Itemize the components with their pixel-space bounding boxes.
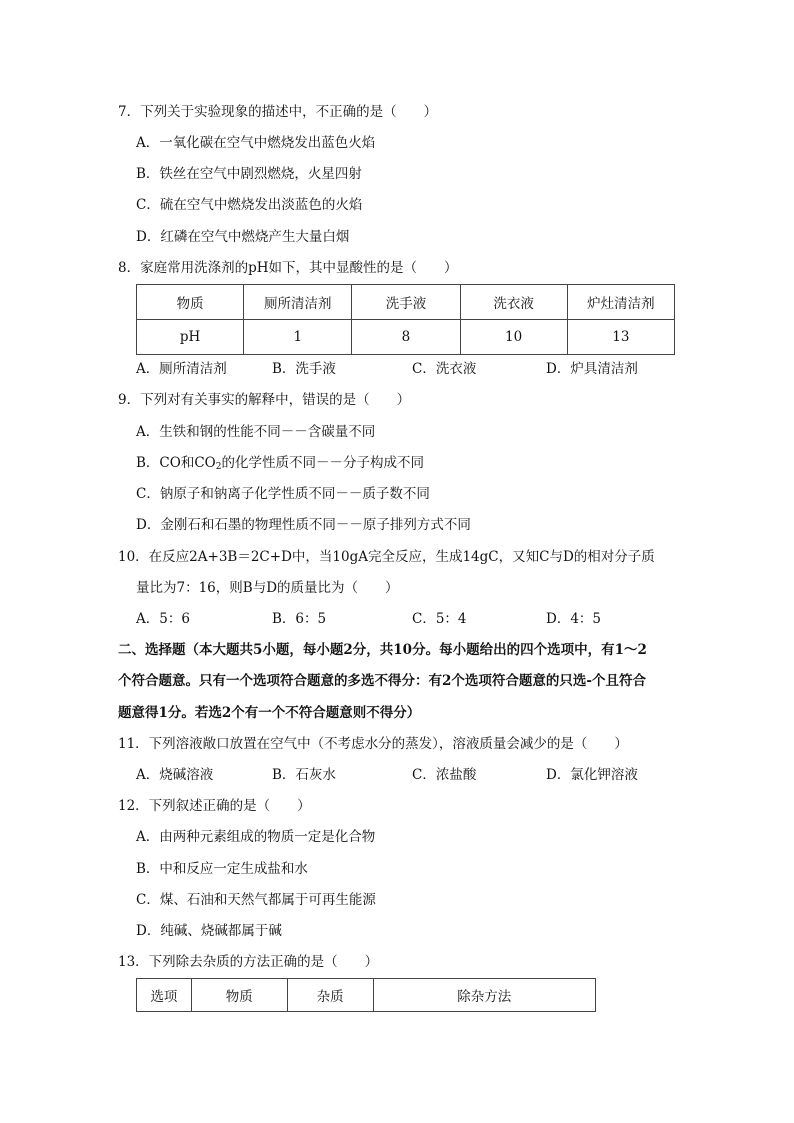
- q10-options: [136, 609, 696, 629]
- q7-option-d: D．红磷在空气中燃烧产生大量白烟: [136, 229, 350, 245]
- q11-option-c: C．浓盐酸: [412, 767, 477, 783]
- table-cell: 10: [460, 320, 567, 355]
- q7-option-a: A．一氧化碳在空气中燃烧发出蓝色火焰: [136, 135, 376, 151]
- q9-option-b-pre: B．CO和CO: [136, 455, 216, 471]
- q8-option-a: A．厕所清洁剂: [136, 361, 227, 377]
- q9-option-a: A．生铁和钢的性能不同－－含碳量不同: [136, 424, 376, 440]
- section2-heading-line3: 题意得1分。若选2个有一个不符合题意则不得分）: [118, 705, 421, 721]
- table-cell: 洗手液: [352, 285, 460, 320]
- q12-stem: 12．下列叙述正确的是（ ）: [118, 798, 311, 814]
- q9-option-c: C．钠原子和钠离子化学性质不同－－质子数不同: [136, 486, 430, 502]
- q12-option-c: C．煤、石油和天然气都属于可再生能源: [136, 892, 376, 908]
- table-cell: pH: [137, 320, 244, 355]
- table-cell: 13: [567, 320, 674, 355]
- q8-option-b: B．洗手液: [272, 361, 336, 377]
- q9-option-b-sub: 2: [215, 462, 222, 472]
- q10-option-a: A．5：6: [136, 611, 190, 627]
- q8-stem: 8．家庭常用洗涤剂的pH如下，其中显酸性的是（ ）: [118, 260, 458, 276]
- q11-option-a: A．烧碱溶液: [136, 767, 214, 783]
- q8-option-d: D．炉具清洁剂: [546, 361, 638, 377]
- table-cell: 杂质: [287, 979, 373, 1012]
- q9-option-d: D．金刚石和石墨的物理性质不同－－原子排列方式不同: [136, 517, 471, 533]
- q7-stem: 7．下列关于实验现象的描述中，不正确的是（ ）: [118, 104, 438, 120]
- q11-stem: 11．下列溶液敞口放置在空气中（不考虑水分的蒸发），溶液质量会减少的是（ ）: [118, 736, 628, 752]
- q10-stem-line2: 量比为7：16，则B与D的质量比为（ ）: [136, 580, 399, 596]
- q7-option-b: B．铁丝在空气中剧烈燃烧，火星四射: [136, 166, 362, 182]
- q10-option-c: C．5：4: [412, 611, 467, 627]
- table-cell: 除杂方法: [373, 979, 596, 1012]
- table-cell: 1: [244, 320, 352, 355]
- q13-stem: 13．下列除去杂质的方法正确的是（ ）: [118, 954, 379, 970]
- q11-option-d: D．氯化钾溶液: [546, 767, 638, 783]
- table-header-row: [137, 285, 675, 320]
- table-cell: 炉灶清洁剂: [567, 285, 674, 320]
- q9-stem: 9．下列对有关事实的解释中，错误的是（ ）: [118, 392, 411, 408]
- q8-option-c: C．洗衣液: [412, 361, 477, 377]
- q13-table: [136, 978, 596, 1012]
- q12-option-a: A．由两种元素组成的物质一定是化合物: [136, 829, 376, 845]
- q9-option-b-post: 的化学性质不同－－分子构成不同: [221, 455, 424, 471]
- table-cell: 物质: [191, 979, 287, 1012]
- table-cell: 选项: [137, 979, 192, 1012]
- table-cell: 8: [352, 320, 460, 355]
- section2-heading-line1: 二、选择题（本大题共5小题，每小题2分，共10分。每小题给出的四个选项中，有1～2: [118, 642, 647, 658]
- section2-heading-line2: 个符合题意。只有一个选项符合题意的多选不得分：有2个选项符合题意的只选-个且符合: [118, 673, 646, 689]
- q11-options: [136, 765, 696, 785]
- q8-options: [136, 359, 696, 379]
- table-row: [137, 320, 675, 355]
- q7-option-c: C．硫在空气中燃烧发出淡蓝色的火焰: [136, 197, 363, 213]
- table-header-row: [137, 979, 596, 1012]
- table-cell: 厕所清洁剂: [244, 285, 352, 320]
- table-cell: 洗衣液: [460, 285, 567, 320]
- q9-option-b: [136, 453, 424, 477]
- q8-ph-table: [136, 284, 675, 355]
- q10-option-b: B．6：5: [272, 611, 327, 627]
- q12-option-d: D．纯碱、烧碱都属于碱: [136, 923, 282, 939]
- table-cell: 物质: [137, 285, 244, 320]
- q11-option-b: B．石灰水: [272, 767, 336, 783]
- q12-option-b: B．中和反应一定生成盐和水: [136, 861, 308, 877]
- q10-stem-line1: 10．在反应2A+3B＝2C+D中，当10gA完全反应，生成14gC，又知C与D的相对分子质: [118, 549, 655, 565]
- q10-option-d: D．4：5: [546, 611, 602, 627]
